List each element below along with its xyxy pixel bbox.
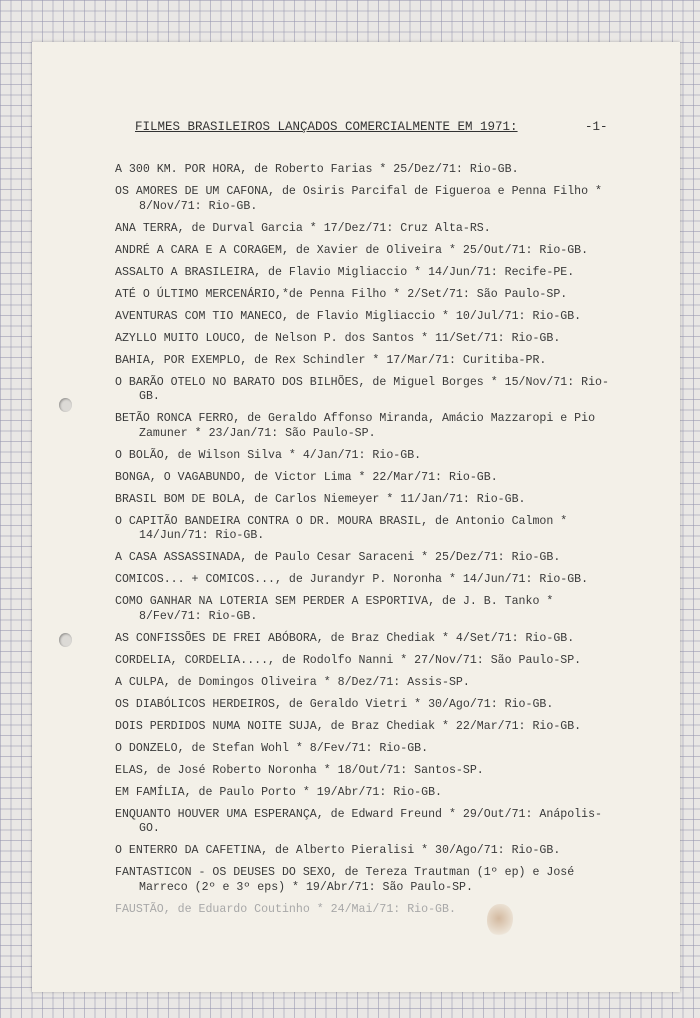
film-entry: O BOLÃO, de Wilson Silva * 4/Jan/71: Rio-GB. — [115, 448, 422, 462]
document-page — [32, 42, 680, 992]
film-entry: COMICOS... + COMICOS..., de Jurandyr P. Noronha * 14/Jun/71: Rio-GB. — [115, 573, 589, 586]
film-entry: O CAPITÃO BANDEIRA CONTRA O DR. MOURA BRASIL, de Antonio Calmon * 14/Jun/71: Rio-GB. — [115, 514, 568, 542]
page-header — [32, 120, 680, 136]
film-entry: A CULPA, de Domingos Oliveira * 8/Dez/71: Assis-SP. — [115, 675, 470, 689]
film-entry: COMO GANHAR NA LOTERIA SEM PERDER A ESPORTIVA, de J. B. Tanko * 8/Fev/71: Rio-GB. — [115, 595, 554, 623]
film-entry: BONGA, O VAGABUNDO, de Victor Lima * 22/Mar/71: Rio-GB. — [115, 470, 498, 484]
film-entry: ATÉ O ÚLTIMO MERCENÁRIO,*de Penna Filho * 2/Set/71: São Paulo-SP. — [115, 287, 568, 301]
film-entry: ELAS, de José Roberto Noronha * 18/Out/71: Santos-SP. — [115, 763, 484, 777]
film-entry: BAHIA, POR EXEMPLO, de Rex Schindler * 17/Mar/71: Curitiba-PR. — [115, 353, 547, 367]
film-entry: ANDRÉ A CARA E A CORAGEM, de Xavier de Oliveira * 25/Out/71: Rio-GB. — [115, 243, 589, 257]
film-list — [115, 163, 615, 925]
film-entry: FAUSTÃO, de Eduardo Coutinho * 24/Mai/71: Rio-GB. — [115, 902, 456, 916]
film-entry: CORDELIA, CORDELIA...., de Rodolfo Nanni * 27/Nov/71: São Paulo-SP. — [115, 653, 582, 667]
film-entry: OS DIABÓLICOS HERDEIROS, de Geraldo Vietri * 30/Ago/71: Rio-GB. — [115, 697, 554, 711]
film-entry: DOIS PERDIDOS NUMA NOITE SUJA, de Braz Chediak * 22/Mar/71: Rio-GB. — [115, 719, 582, 733]
film-entry: A 300 KM. POR HORA, de Roberto Farias * 25/Dez/71: Rio-GB. — [115, 163, 519, 176]
page-number: -1- — [585, 120, 608, 134]
film-entry: ANA TERRA, de Durval Garcia * 17/Dez/71: Cruz Alta-RS. — [115, 221, 491, 235]
film-entry: O BARÃO OTELO NO BARATO DOS BILHÕES, de Miguel Borges * 15/Nov/71: Rio-GB. — [115, 375, 609, 403]
film-entry: BRASIL BOM DE BOLA, de Carlos Niemeyer * 11/Jan/71: Rio-GB. — [115, 492, 526, 506]
film-entry: AZYLLO MUITO LOUCO, de Nelson P. dos Santos * 11/Set/71: Rio-GB. — [115, 331, 561, 345]
film-entry: FANTASTICON - OS DEUSES DO SEXO, de Tereza Trautman (1º ep) e José Marreco (2º e 3º eps) * 19/Abr/71: São Paulo-SP. — [115, 866, 575, 894]
film-entry: ASSALTO A BRASILEIRA, de Flavio Migliaccio * 14/Jun/71: Recife-PE. — [115, 265, 575, 279]
film-entry: EM FAMÍLIA, de Paulo Porto * 19/Abr/71: Rio-GB. — [115, 785, 442, 799]
film-entry: OS AMORES DE UM CAFONA, de Osiris Parcifal de Figueroa e Penna Filho * 8/Nov/71: Rio-GB. — [115, 185, 603, 213]
page-title: FILMES BRASILEIROS LANÇADOS COMERCIALMENTE EM 1971: — [135, 120, 518, 134]
film-entry: ENQUANTO HOUVER UMA ESPERANÇA, de Edward Freund * 29/Out/71: Anápolis-GO. — [115, 807, 603, 835]
film-entry: AVENTURAS COM TIO MANECO, de Flavio Migliaccio * 10/Jul/71: Rio-GB. — [115, 309, 582, 323]
punch-hole — [59, 633, 72, 647]
punch-hole — [59, 398, 72, 412]
film-entry: O ENTERRO DA CAFETINA, de Alberto Pieralisi * 30/Ago/71: Rio-GB. — [115, 844, 561, 857]
film-entry: AS CONFISSÕES DE FREI ABÓBORA, de Braz Chediak * 4/Set/71: Rio-GB. — [115, 631, 575, 645]
film-entry: A CASA ASSASSINADA, de Paulo Cesar Saraceni * 25/Dez/71: Rio-GB. — [115, 551, 561, 564]
film-entry: O DONZELO, de Stefan Wohl * 8/Fev/71: Rio-GB. — [115, 741, 429, 755]
film-entry: BETÃO RONCA FERRO, de Geraldo Affonso Miranda, Amácio Mazzaropi e Pio Zamuner * 23/Jan/71: São Paulo-SP. — [115, 412, 596, 440]
